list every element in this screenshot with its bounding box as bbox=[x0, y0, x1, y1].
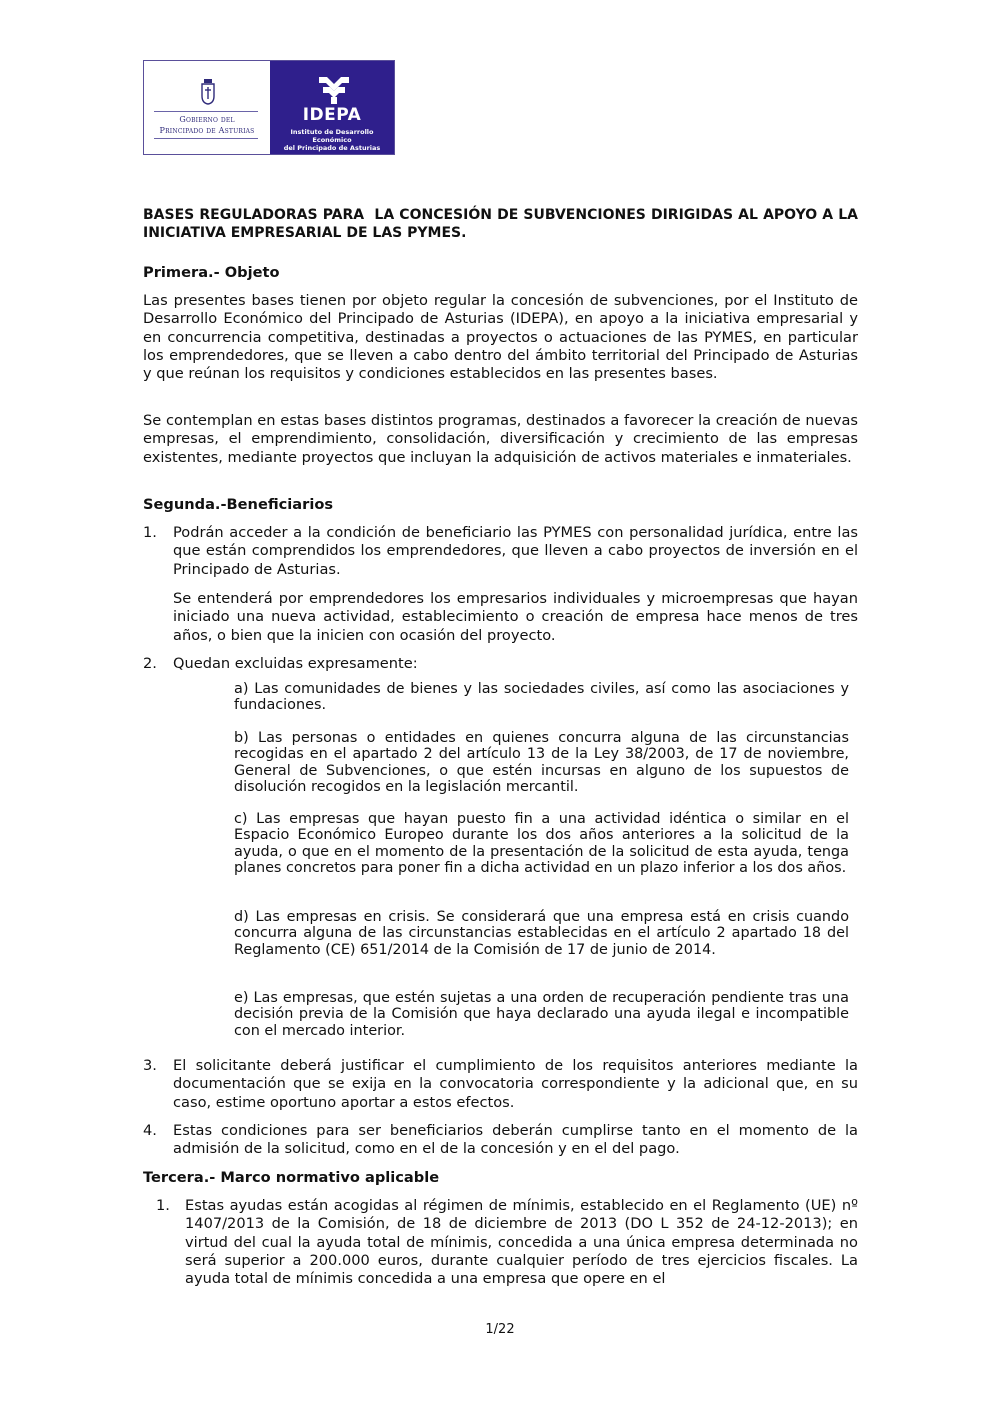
list-number: 2. bbox=[143, 655, 157, 672]
document-title: BASES REGULADORAS PARA LA CONCESIÓN DE SUBVENCIONES DIRIGIDAS AL APOYO A LA INICIATIVA EMPRESARIAL DE LAS PYMES. bbox=[143, 207, 863, 241]
divider bbox=[154, 138, 258, 139]
list-item-justificacion: El solicitante deberá justificar el cumplimiento de los requisitos anteriores mediante la documentación que se exija en la convocatoria correspondiente y la adicional que, en su caso, estime oportuno aportar a estos efectos. bbox=[173, 1057, 858, 1111]
header-logo bbox=[143, 60, 395, 155]
list-item-condiciones: Estas condiciones para ser beneficiarios deberán cumplirse tanto en el momento de la admisión de la solicitud, como en el de la concesión y en el del pago. bbox=[173, 1122, 858, 1158]
paragraph-objeto-2: Se contemplan en estas bases distintos programas, destinados a favorecer la creación de nuevas empresas, el emprendimiento, consolidación, diversificación y crecimiento de las empresas existentes, mediante proyectos que incluyan la adquisición de activos materiales e inmateriales. bbox=[143, 412, 858, 466]
idepa-symbol-icon bbox=[317, 75, 351, 105]
paragraph-objeto-1: Las presentes bases tienen por objeto regular la concesión de subvenciones, por el Instituto de Desarrollo Económico del Principado de Asturias (IDEPA), en apoyo a la iniciativa empresarial y en concurrencia competitiva, destinadas a proyectos o actuaciones de las PYMES, en particular los emprendedores, que se lleven a cabo dentro del ámbito territorial del Principado de Asturias y que reúnan los requisitos y condiciones establecidos en las presentes bases. bbox=[143, 292, 858, 383]
gobierno-asturias-logo bbox=[144, 61, 270, 154]
list-item-emprendedores: Se entenderá por emprendedores los empresarios individuales y microempresas que hayan iniciado una nueva actividad, establecimiento o creación de empresa hace menos de tres años, o bien que la inicien con ocasión del proyecto. bbox=[173, 590, 858, 644]
list-number: 3. bbox=[143, 1057, 157, 1074]
list-number: 1. bbox=[156, 1197, 170, 1214]
page-number: 1/22 bbox=[485, 1322, 515, 1337]
exclusion-c: c) Las empresas que hayan puesto fin a una actividad idéntica o similar en el Espacio Económico Europeo durante los dos años anteriores a la solicitud de la ayuda, o que en el momento de la presentación de la solicitud de esta ayuda, tenga planes concretos para poner fin a dicha actividad en un plazo inferior a los dos años. bbox=[234, 811, 849, 876]
list-item-exclusiones: Quedan excluidas expresamente: bbox=[173, 655, 418, 672]
idepa-subtitle bbox=[270, 128, 394, 152]
list-item-minimis: Estas ayudas están acogidas al régimen de mínimis, establecido en el Reglamento (UE) nº 1407/2013 de la Comisión, de 18 de diciembre de 2013 (DO L 352 de 24-12-2013); en virtud del cual la ayuda total de mínimis, concedida a una única empresa determinada no será superior a 200.000 euros, durante cualquier período de tres ejercicios fiscales. La ayuda total de mínimis concedida a una empresa que opere en el bbox=[185, 1197, 858, 1288]
divider bbox=[154, 111, 258, 112]
exclusion-d: d) Las empresas en crisis. Se considerará que una empresa está en crisis cuando concurra alguna de las circunstancias establecidas en el artículo 2 apartado 18 del Reglamento (CE) 651/2014 de la Comisión de 17 de junio de 2014. bbox=[234, 909, 849, 958]
gobierno-line1: Gobierno del bbox=[179, 115, 235, 124]
idepa-subtitle-line1: Instituto de Desarrollo Económico bbox=[290, 128, 374, 144]
idepa-logo bbox=[270, 61, 394, 154]
asturias-crest-icon bbox=[200, 79, 216, 105]
section-heading-tercera: Tercera.- Marco normativo aplicable bbox=[143, 1169, 440, 1186]
exclusion-e: e) Las empresas, que estén sujetas a una orden de recuperación pendiente tras una decisión previa de la Comisión que haya declarado una ayuda ilegal e incompatible con el mercado interior. bbox=[234, 990, 849, 1039]
exclusion-a: a) Las comunidades de bienes y las sociedades civiles, así como las asociaciones y fundaciones. bbox=[234, 681, 849, 714]
exclusion-b: b) Las personas o entidades en quienes concurra alguna de las circunstancias recogidas en el apartado 2 del artículo 13 de la Ley 38/2003, de 17 de noviembre, General de Subvenciones, o que estén incursas en alguno de los supuestos de disolución recogidos en la legislación mercantil. bbox=[234, 730, 849, 795]
section-heading-segunda: Segunda.-Beneficiarios bbox=[143, 496, 334, 513]
gobierno-text bbox=[144, 114, 270, 136]
idepa-name: IDEPA bbox=[302, 105, 362, 125]
list-number: 1. bbox=[143, 524, 157, 541]
gobierno-line2: Principado de Asturias bbox=[159, 126, 255, 135]
list-number: 4. bbox=[143, 1122, 157, 1139]
section-heading-primera: Primera.- Objeto bbox=[143, 264, 280, 281]
list-item-beneficiarios-1: Podrán acceder a la condición de beneficiario las PYMES con personalidad jurídica, entre las que están comprendidos los emprendedores, que lleven a cabo proyectos de inversión en el Principado de Asturias. bbox=[173, 524, 858, 578]
idepa-subtitle-line2: del Principado de Asturias bbox=[283, 144, 381, 152]
